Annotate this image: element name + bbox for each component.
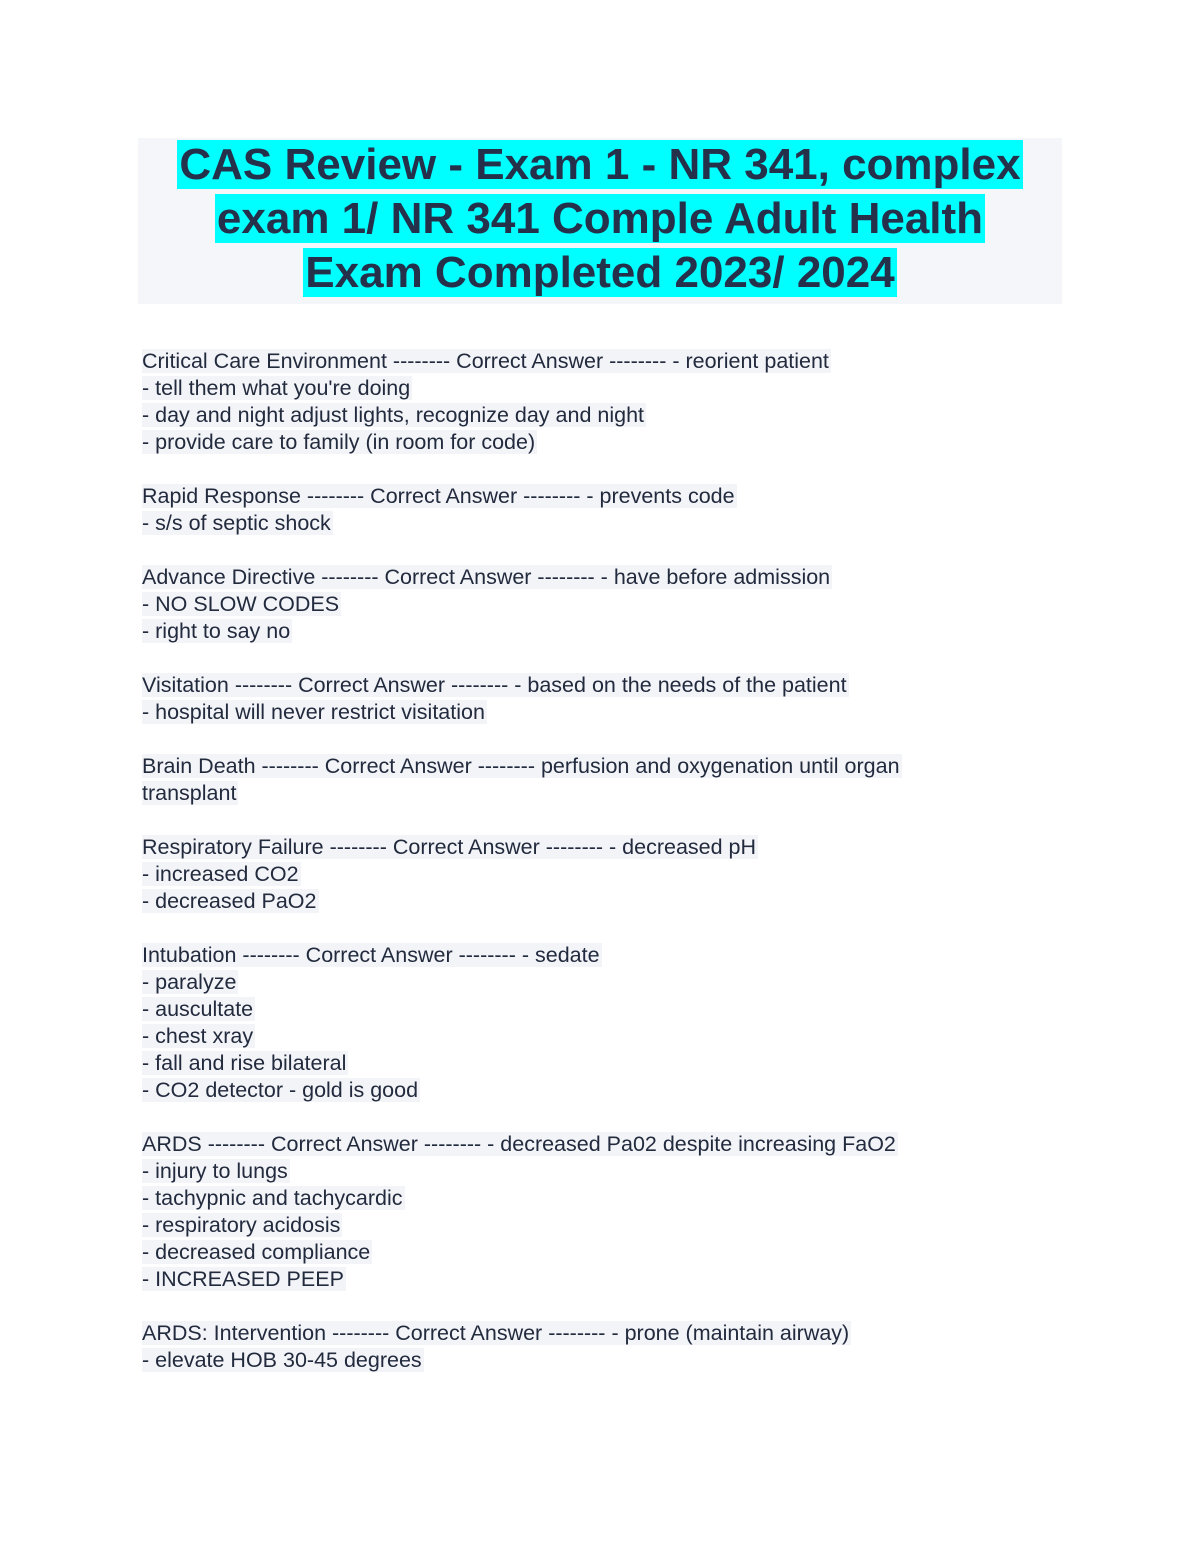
qa-line-text: - fall and rise bilateral — [142, 1051, 347, 1075]
qa-item — [142, 564, 992, 645]
title-line — [138, 192, 1062, 246]
qa-item — [142, 1320, 992, 1374]
title-line-text: exam 1/ NR 341 Comple Adult Health — [216, 194, 984, 243]
qa-answer-line — [142, 618, 992, 645]
qa-answer-line — [142, 1266, 992, 1293]
qa-line-text: - decreased compliance — [142, 1240, 371, 1264]
document-title — [138, 138, 1062, 304]
qa-question-line — [142, 483, 992, 510]
qa-question-line — [142, 348, 992, 375]
qa-line-text: - decreased PaO2 — [142, 889, 317, 913]
qa-answer-line — [142, 1239, 992, 1266]
qa-line-text: - tell them what you're doing — [142, 376, 411, 400]
qa-answer-line — [142, 1347, 992, 1374]
qa-answer-line — [142, 429, 992, 456]
qa-line-text: Advance Directive -------- Correct Answer -------- - have before admission — [142, 565, 831, 589]
qa-line-text: Rapid Response -------- Correct Answer -------- - prevents code — [142, 484, 735, 508]
qa-line-text: - s/s of septic shock — [142, 511, 331, 535]
qa-item — [142, 1131, 992, 1293]
qa-question-line — [142, 834, 992, 861]
qa-line-text: transplant — [142, 781, 237, 805]
qa-question-line — [142, 672, 992, 699]
qa-item — [142, 348, 992, 456]
qa-line-text: - day and night adjust lights, recognize day and night — [142, 403, 644, 427]
qa-line-text: - paralyze — [142, 970, 237, 994]
qa-line-text: - INCREASED PEEP — [142, 1267, 344, 1291]
qa-line-text: Critical Care Environment -------- Correct Answer -------- - reorient patient — [142, 349, 829, 373]
qa-answer-line — [142, 1158, 992, 1185]
qa-answer-line — [142, 1212, 992, 1239]
qa-line-text: Brain Death -------- Correct Answer -------- perfusion and oxygenation until organ — [142, 754, 900, 778]
qa-question-line — [142, 1131, 992, 1158]
qa-answer-line — [142, 780, 992, 807]
qa-line-text: - auscultate — [142, 997, 254, 1021]
qa-line-text: - provide care to family (in room for code) — [142, 430, 536, 454]
qa-list — [142, 348, 992, 1401]
qa-answer-line — [142, 591, 992, 618]
qa-answer-line — [142, 375, 992, 402]
qa-item — [142, 942, 992, 1104]
title-line-text: Exam Completed 2023/ 2024 — [305, 248, 895, 297]
qa-question-line — [142, 942, 992, 969]
qa-item — [142, 483, 992, 537]
qa-answer-line — [142, 1185, 992, 1212]
qa-answer-line — [142, 1050, 992, 1077]
qa-answer-line — [142, 1023, 992, 1050]
qa-line-text: - injury to lungs — [142, 1159, 288, 1183]
qa-line-text: - elevate HOB 30-45 degrees — [142, 1348, 422, 1372]
title-line-text: CAS Review - Exam 1 - NR 341, complex — [179, 140, 1021, 189]
qa-line-text: - chest xray — [142, 1024, 254, 1048]
qa-line-text: - NO SLOW CODES — [142, 592, 340, 616]
qa-line-text: - tachypnic and tachycardic — [142, 1186, 403, 1210]
qa-item — [142, 834, 992, 915]
qa-answer-line — [142, 1077, 992, 1104]
qa-answer-line — [142, 996, 992, 1023]
qa-answer-line — [142, 888, 992, 915]
qa-line-text: ARDS -------- Correct Answer -------- - decreased Pa02 despite increasing FaO2 — [142, 1132, 896, 1156]
qa-line-text: - CO2 detector - gold is good — [142, 1078, 419, 1102]
qa-line-text: - hospital will never restrict visitation — [142, 700, 485, 724]
qa-line-text: Intubation -------- Correct Answer -------- - sedate — [142, 943, 600, 967]
qa-answer-line — [142, 402, 992, 429]
title-line — [138, 138, 1062, 192]
qa-line-text: Visitation -------- Correct Answer -------- - based on the needs of the patient — [142, 673, 847, 697]
qa-question-line — [142, 753, 992, 780]
qa-answer-line — [142, 699, 992, 726]
qa-item — [142, 672, 992, 726]
qa-line-text: - right to say no — [142, 619, 291, 643]
qa-line-text: Respiratory Failure -------- Correct Answer -------- - decreased pH — [142, 835, 757, 859]
qa-answer-line — [142, 861, 992, 888]
qa-question-line — [142, 1320, 992, 1347]
qa-line-text: - respiratory acidosis — [142, 1213, 341, 1237]
qa-line-text: - increased CO2 — [142, 862, 299, 886]
qa-item — [142, 753, 992, 807]
qa-answer-line — [142, 969, 992, 996]
qa-question-line — [142, 564, 992, 591]
title-line — [138, 246, 1062, 300]
qa-answer-line — [142, 510, 992, 537]
qa-line-text: ARDS: Intervention -------- Correct Answer -------- - prone (maintain airway) — [142, 1321, 850, 1345]
